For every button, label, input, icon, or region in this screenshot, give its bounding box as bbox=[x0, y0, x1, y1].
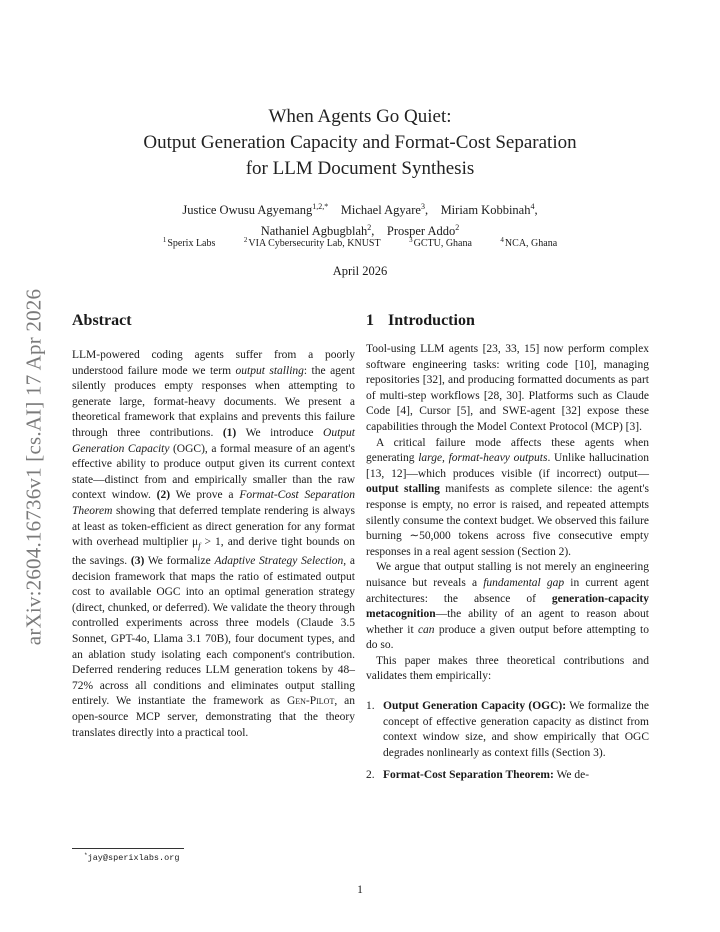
title-line-3: for LLM Document Synthesis bbox=[245, 158, 475, 179]
author-name: Michael Agyare bbox=[340, 203, 421, 217]
paper-title bbox=[110, 104, 610, 182]
paragraph: A critical failure mode affects these agents when generating large, format-heavy outputs. Unlike hallucination [13, 12]—which produces visible (if incorrect) output—output stalling manifests as complete silence: the agent's response is empty, no error is raised, and repeated attempts silently consume the context budget. We observed this failure burning ∼50,000 tokens across five consecutive empty responses in a real agent session (Section 2). bbox=[366, 436, 649, 558]
author-name: Justice Owusu Agyemang bbox=[182, 203, 313, 217]
abstract-column bbox=[72, 310, 355, 741]
affiliation: $^1$Sperix Labs bbox=[162, 236, 216, 249]
paragraph: This paper makes three theoretical contributions and validates them empirically: bbox=[366, 654, 649, 683]
title-line-1: When Agents Go Quiet: bbox=[268, 106, 452, 127]
author-name: Prosper Addo bbox=[386, 224, 456, 238]
list-item: 1. Output Generation Capacity (OGC): We formalize the concept of effective generation capacity as distinct from context window size, and show empirically that OGC degrades nonlinearly as context fills (Section 3). bbox=[366, 700, 649, 759]
page-number: 1 bbox=[357, 884, 363, 896]
author-name: Nathaniel Agbugblah bbox=[260, 224, 368, 238]
footnote-email: *jay@sperixlabs.org bbox=[84, 852, 180, 863]
author-affiliation-mark: 2 bbox=[367, 223, 372, 232]
arxiv-identifier: arXiv:2604.16736v1 [cs.AI] 17 Apr 2026 bbox=[21, 288, 46, 646]
abstract-heading: Abstract bbox=[72, 312, 132, 329]
author-affiliation-mark: 4 bbox=[530, 202, 535, 211]
list-item: 2. Format-Cost Separation Theorem: We de- bbox=[366, 769, 590, 782]
footnote-divider bbox=[72, 848, 184, 849]
author-name: Miriam Kobbinah bbox=[440, 203, 531, 217]
abstract-body: LLM-powered coding agents suffer from a poorly understood failure mode we term output stalling: the agent silently produces empty responses when attempting to generate large, format-heavy documents. We present a theoretical framework that explains and prevents this failure through three contributions. (1) We introduce Output Generation Capacity (OGC), a formal measure of an agent's effective ability to produce output given its current context state—distinct from and empirically smaller than the raw context window. (2) We prove a Format-Cost Separation Theorem showing that deferred template rendering is always at least as token-efficient as direct generation for any format with overhead multiplier $\mu_f > 1$, and derive tight bounds on the savings. (3) We formalize Adaptive Strategy Selection, a decision framework that maps the ratio of estimated output cost to available OGC into an optimal generation strategy (direct, chunked, or deferred). We validate the theory through controlled experiments across three models (Claude 3.5 Sonnet, GPT-4o, Llama 3.1 70B), four document types, and an ablation study isolating each component's contribution. Deferred rendering reduces LLM generation tokens by 48–72% across all conditions and eliminates output stalling entirely. We instantiate the framework as Gen-Pilot, an open-source MCP server, demonstrating that the theory translates directly into a practical tool. bbox=[72, 349, 356, 739]
author-list: Justice Owusu Agyemang$^{1,2,*}$ Michael Agyare$^3$, Miriam Kobbinah$^4$, Nathaniel Agbugblah$^2$, Prosper Addo$^2$ bbox=[182, 202, 538, 238]
publication-date: April 2026 bbox=[332, 264, 388, 278]
introduction-column bbox=[366, 310, 649, 791]
affiliation: $^3$GCTU, Ghana bbox=[409, 236, 472, 249]
section-heading-introduction: 1 Introduction bbox=[366, 312, 475, 329]
contribution-list bbox=[366, 699, 649, 784]
author-affiliation-mark: 2 bbox=[455, 223, 460, 232]
introduction-body bbox=[366, 342, 649, 784]
paragraph: We argue that output stalling is not merely an engineering nuisance but reveals a fundamental gap in current agent architectures: the absence of generation-capacity metacognition—the ability of an agent to reason about whether it can produce a given output before attempting to do so. bbox=[366, 561, 649, 652]
paragraph: Tool-using LLM agents [23, 33, 15] now perform complex software engineering tasks: writing code [10], managing repositories [32], and producing formatted documents as part of multi-step workflows [28, 30]. Platforms such as Claude Code [4], Cursor [5], and SWE-agent [32] expose these capabilities through the Model Context Protocol (MCP) [3]. bbox=[366, 343, 649, 433]
tool-name: Gen-Pilot bbox=[286, 695, 335, 708]
affiliation: $^4$NCA, Ghana bbox=[500, 236, 558, 249]
affiliation: $^2$VIA Cybersecurity Lab, KNUST bbox=[243, 236, 381, 249]
author-affiliation-mark: 1,2,* bbox=[312, 202, 329, 211]
author-affiliation-mark: 3 bbox=[420, 202, 425, 211]
title-line-2: Output Generation Capacity and Format-Cost Separation bbox=[143, 132, 577, 153]
affiliation-list bbox=[100, 236, 620, 249]
arxiv-stamp bbox=[16, 262, 52, 672]
